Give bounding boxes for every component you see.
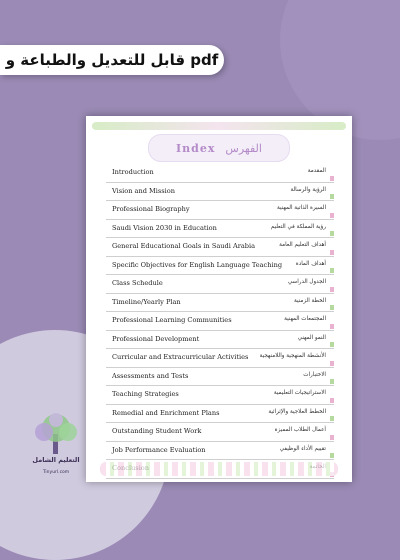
row-marker-icon: [330, 194, 334, 199]
row-marker-icon: [330, 453, 334, 458]
index-row-arabic: الاستراتيجيات التعليمية: [273, 390, 326, 396]
index-document-page: [86, 116, 352, 482]
index-row-arabic: تقييم الأداء الوظيفي: [279, 445, 326, 452]
index-table: [106, 164, 334, 479]
index-row-arabic: الجدول الدراسي: [287, 279, 326, 285]
index-row: [106, 238, 334, 257]
row-marker-icon: [330, 250, 334, 255]
row-marker-icon: [330, 342, 334, 347]
index-row-english: Assessments and Tests: [112, 371, 189, 380]
row-marker-icon: [330, 305, 334, 310]
index-row-arabic: الأنشطة المنهجية واللامنهجية: [259, 353, 326, 359]
index-row: [106, 183, 334, 202]
row-marker-icon: [330, 379, 334, 384]
index-row-arabic: السيرة الذاتية المهنية: [277, 205, 326, 211]
decorative-flower-border: [100, 462, 338, 476]
index-row: [106, 331, 334, 350]
index-row: [106, 423, 334, 442]
index-row: [106, 294, 334, 313]
row-marker-icon: [330, 398, 334, 403]
index-row-english: Professional Development: [112, 334, 200, 343]
index-row: [106, 386, 334, 405]
row-marker-icon: [330, 361, 334, 366]
index-row-arabic: الخطة الزمنية: [294, 297, 326, 304]
index-row: [106, 220, 334, 239]
index-row: [106, 201, 334, 220]
index-row-english: Vision and Mission: [112, 186, 176, 195]
index-row-english: Class Schedule: [112, 279, 163, 287]
index-row-arabic: أعمال الطلاب المميزة: [274, 427, 326, 433]
index-row: [106, 405, 334, 424]
index-title-box: [148, 134, 290, 162]
index-row: [106, 275, 334, 294]
index-row-arabic: المجتمعات المهنية: [284, 316, 326, 322]
row-marker-icon: [330, 268, 334, 273]
index-row: [106, 164, 334, 183]
index-row-english: Professional Learning Communities: [112, 316, 232, 324]
decorative-top-border: [92, 122, 346, 130]
index-row-arabic: الرؤية والرسالة: [290, 186, 326, 193]
index-title-ar: الفهرس: [225, 141, 262, 155]
index-row-arabic: النمو المهني: [297, 334, 326, 341]
index-row-english: Job Performance Evaluation: [112, 445, 206, 454]
index-row-arabic: أهداف المادة: [295, 260, 326, 267]
row-marker-icon: [330, 287, 334, 292]
promo-banner: قابل للتعديل والطباعة و pdf: [0, 45, 224, 75]
index-row-english: Introduction: [112, 168, 154, 176]
index-row-english: Saudi Vision 2030 in Education: [112, 223, 217, 232]
index-row-english: Timeline/Yearly Plan: [112, 297, 181, 306]
logo-name: التعليم الشامل: [32, 456, 80, 464]
row-marker-icon: [330, 435, 334, 440]
logo-subtext: Tinyurl.com: [42, 470, 70, 475]
index-row: [106, 368, 334, 387]
index-row-english: Teaching Strategies: [112, 390, 179, 398]
index-row-english: General Educational Goals in Saudi Arabia: [112, 242, 256, 250]
row-marker-icon: [330, 176, 334, 181]
index-row-english: Remedial and Enrichment Plans: [112, 408, 220, 417]
index-row-english: Outstanding Student Work: [112, 427, 202, 435]
index-row-english: Professional Biography: [112, 205, 190, 213]
index-row-english: Specific Objectives for English Language Teaching: [112, 260, 283, 269]
index-row-arabic: الاختبارات: [303, 371, 326, 378]
index-row-arabic: أهداف التعليم العامة: [279, 242, 326, 248]
index-row: [106, 312, 334, 331]
row-marker-icon: [330, 231, 334, 236]
index-row: [106, 442, 334, 461]
index-row-arabic: الخطط العلاجية والإثرائية: [268, 408, 326, 415]
index-row-arabic: المقدمة: [307, 168, 326, 174]
index-row-arabic: رؤية المملكة في التعليم: [270, 223, 326, 230]
row-marker-icon: [330, 213, 334, 218]
index-title-en: Index: [176, 141, 216, 155]
row-marker-icon: [330, 324, 334, 329]
index-row-english: Curricular and Extracurricular Activities: [112, 353, 249, 361]
index-row: [106, 257, 334, 276]
index-title-area: [86, 130, 352, 166]
index-row: [106, 349, 334, 368]
row-marker-icon: [330, 416, 334, 421]
